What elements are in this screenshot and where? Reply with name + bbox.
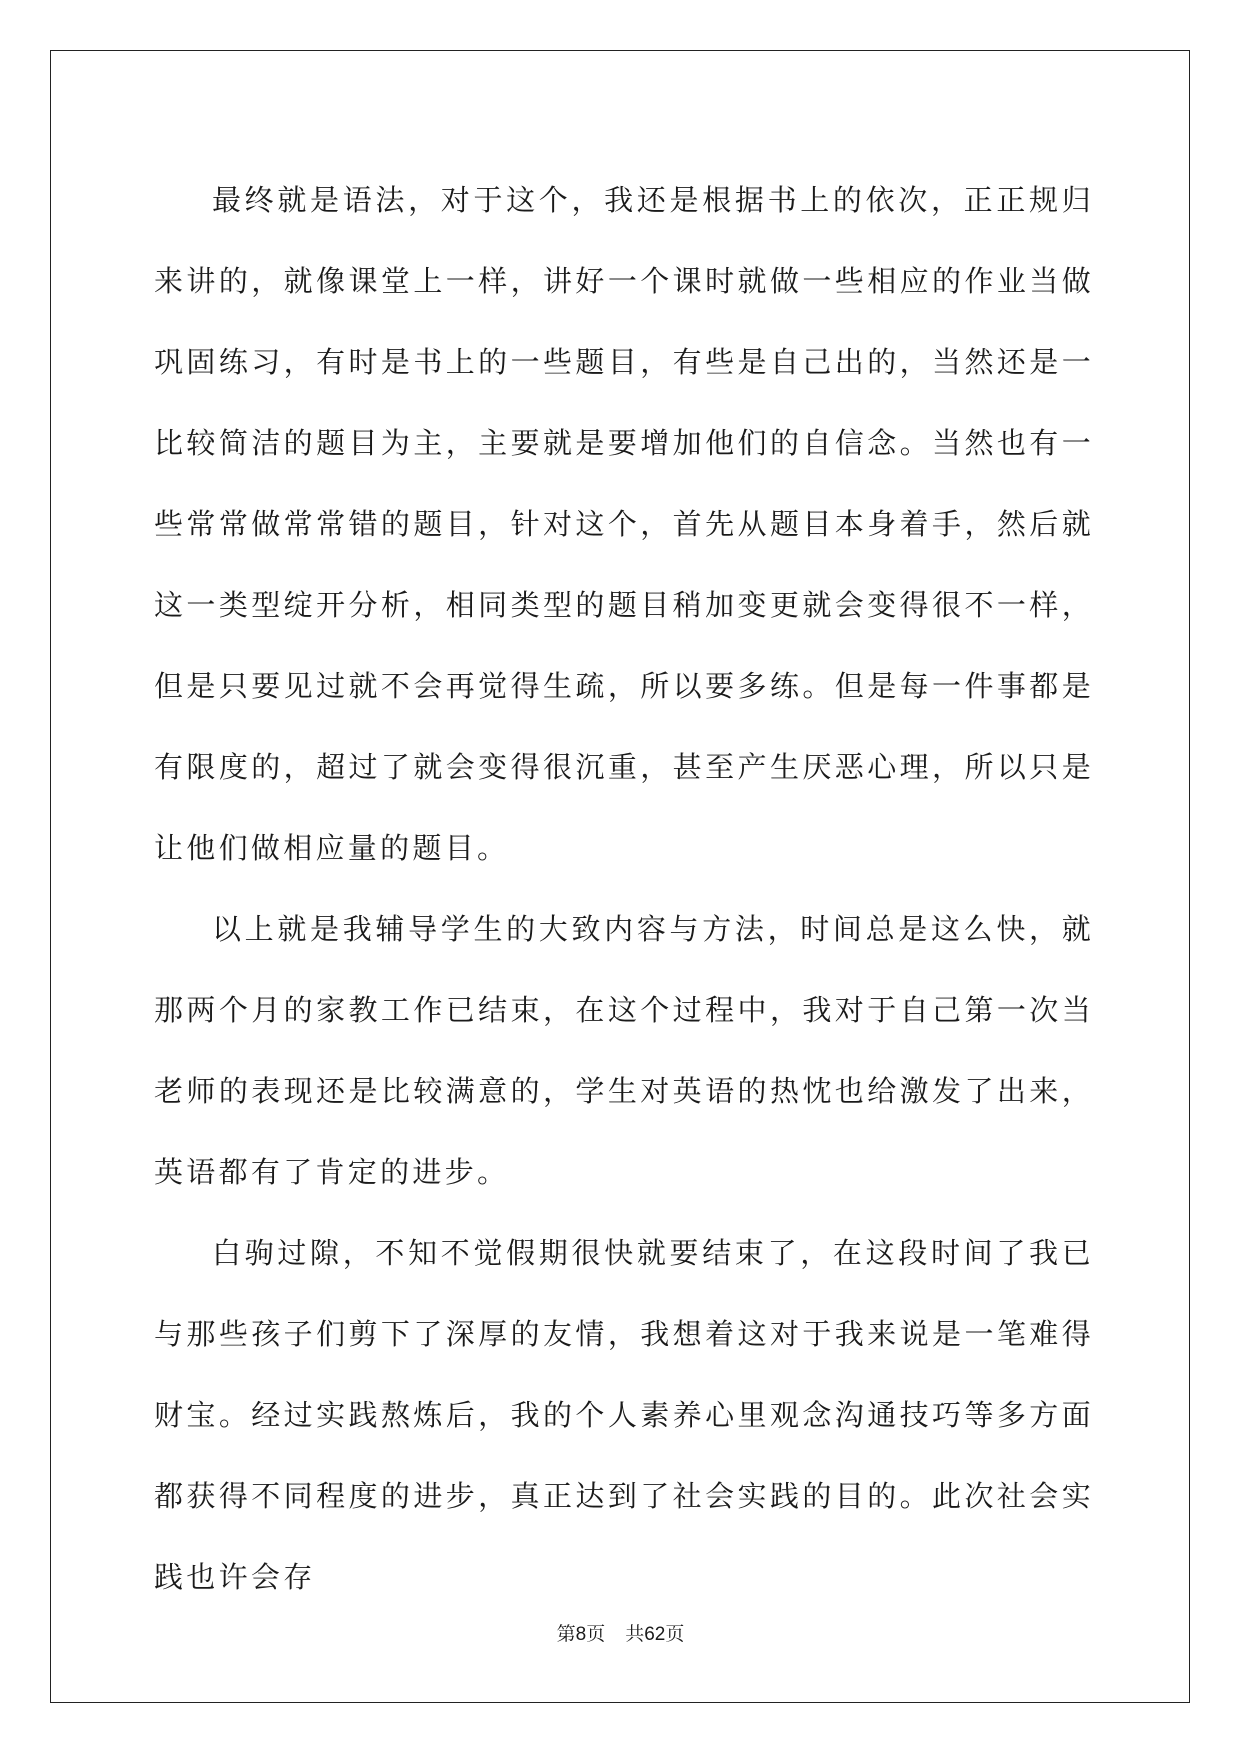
paragraph-grammar: 最终就是语法，对于这个，我还是根据书上的依次，正正规归来讲的，就像课堂上一样，讲好一个课时就做一些相应的作业当做巩固练习，有时是书上的一些题目，有些是自己出的，当然还是一比较简洁的题目为主，主要就是要增加他们的自信念。当然也有一些常常做常常错的题目，针对这个，首先从题目本身着手，然后就这一类型绽开分析，相同类型的题目稍加变更就会变得很不一样，但是只要见过就不会再觉得生疏，所以要多练。但是每一件事都是有限度的，超过了就会变得很沉重，甚至产生厌恶心理，所以只是让他们做相应量的题目。	[154, 183, 1094, 865]
paragraph-summary: 以上就是我辅导学生的大致内容与方法，时间总是这么快，就那两个月的家教工作已结束，在这个过程中，我对于自己第一次当老师的表现还是比较满意的，学生对英语的热忱也给激发了出来，英语都有了肯定的进步。	[154, 912, 1094, 1189]
page-footer	[0, 1621, 1241, 1648]
paragraph-reflection: 白驹过隙，不知不觉假期很快就要结束了，在这段时间了我已与那些孩子们剪下了深厚的友情，我想着这对于我来说是一笔难得财宝。经过实践熬炼后，我的个人素养心里观念沟通技巧等多方面都获得不同程度的进步，真正达到了社会实践的目的。此次社会实践也许会存	[154, 1236, 1094, 1594]
document-body	[154, 160, 1094, 1618]
total-prefix: 共	[625, 1623, 645, 1645]
total-suffix: 页	[665, 1623, 685, 1645]
total-pages: 62	[644, 1624, 666, 1645]
page-suffix: 页	[586, 1623, 606, 1645]
page-prefix: 第	[556, 1623, 576, 1645]
page-number: 8	[575, 1624, 587, 1645]
